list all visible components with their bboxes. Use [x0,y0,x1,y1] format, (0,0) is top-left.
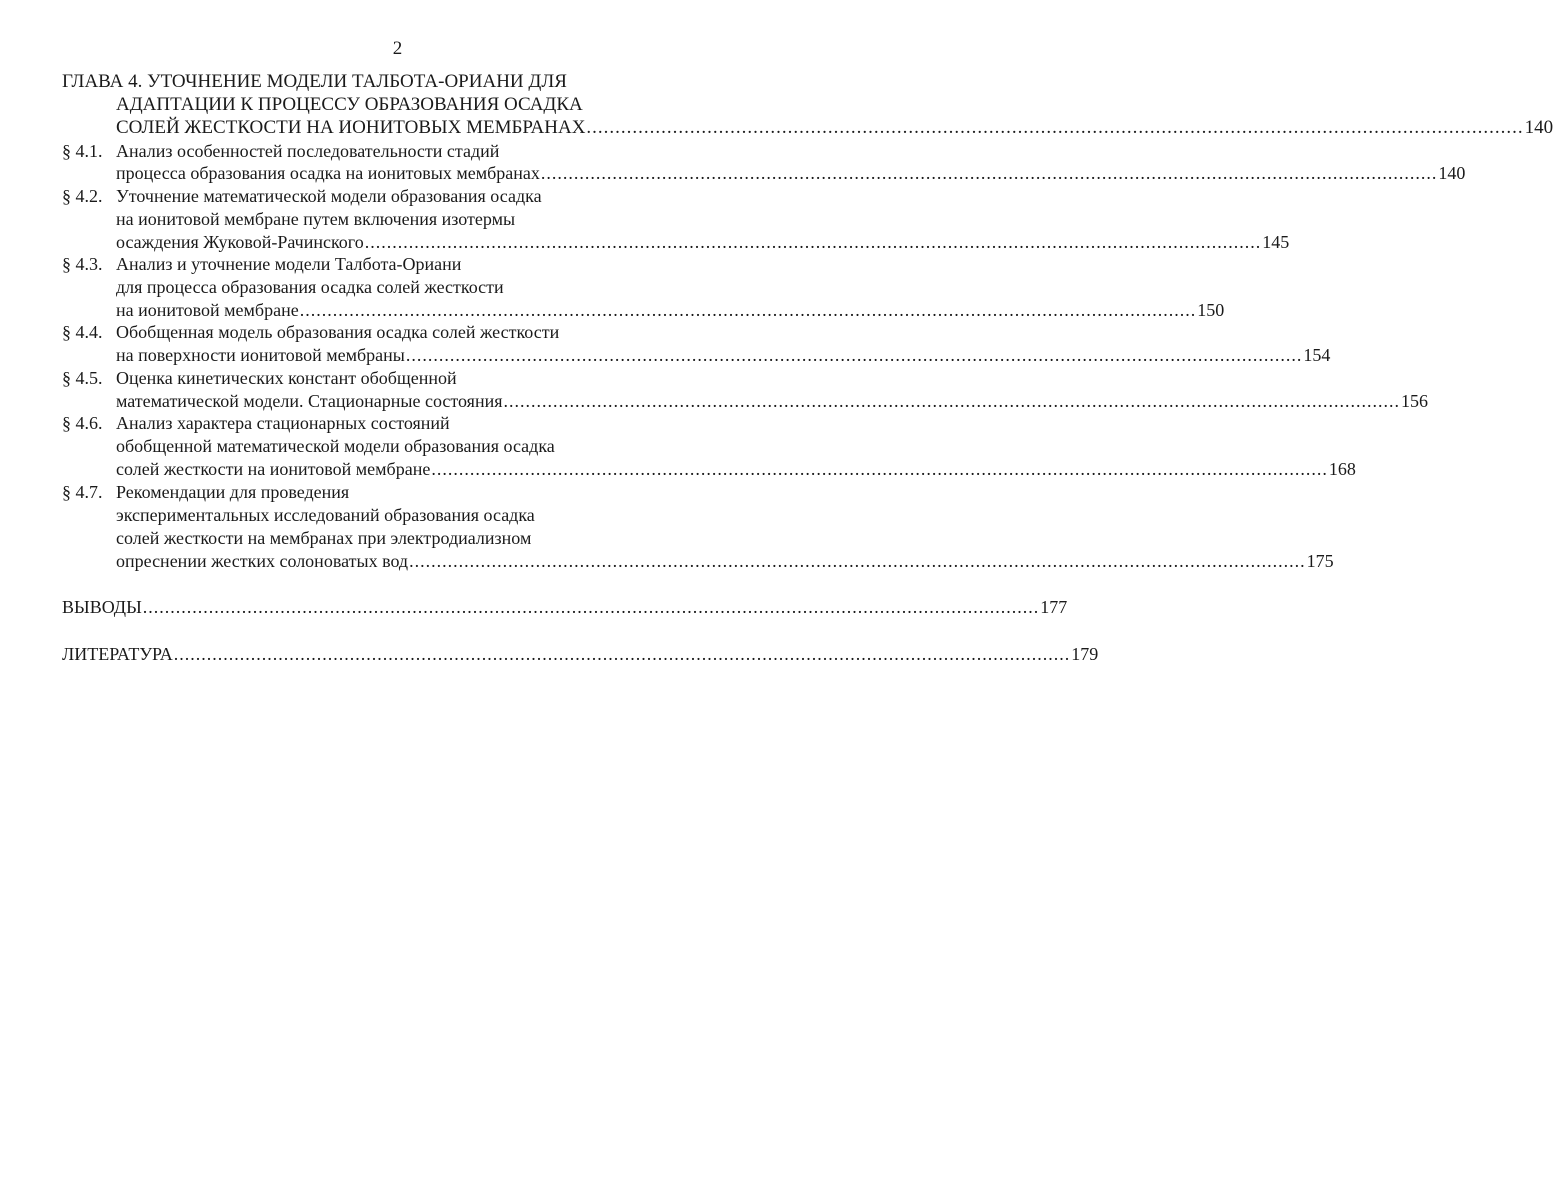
conclusions-label: ВЫВОДЫ [62,597,142,617]
section-title-line: математической модели. Стационарные состояния [116,391,503,411]
leader-dots: ................................................................................................................................................................... [409,551,1306,571]
section-title-line: солей жесткости на мембранах при электродиализном [116,528,532,548]
leader-dots: ................................................................................................................................................................... [431,459,1328,479]
section-page: 150 [1197,300,1225,320]
section-num: § 4.7. [62,482,103,502]
section-last-line [116,344,1331,367]
section-num: § 4.6. [62,413,103,433]
section-title-line: солей жесткости на ионитовой мембране [116,459,431,479]
chapter-title-text: СОЛЕЙ ЖЕСТКОСТИ НА ИОНИТОВЫХ МЕМБРАНАХ [116,117,586,138]
section-title-line: на ионитовой мембране [116,300,299,320]
section-title-line: на ионитовой мембране путем включения изотермы [116,209,516,229]
leader-dots: ................................................................................................................................................................... [142,597,1040,617]
section-title-line: Анализ и уточнение модели Талбота-Ориани [116,254,462,274]
section-num: § 4.5. [62,368,103,388]
section-num: § 4.2. [62,186,103,206]
page-number: 2 [392,38,403,59]
section-page: 175 [1306,551,1334,571]
section-title-line: Рекомендации для проведения [116,482,350,502]
section-title-line: Анализ характера стационарных состояний [116,413,450,433]
section-title-line: Оценка кинетических констант обобщенной [116,368,457,388]
leader-dots: ................................................................................................................................................................... [299,300,1197,320]
leader-dots: ................................................................................................................................................................... [405,345,1303,365]
leader-dots: ................................................................................................................................................................... [586,117,1524,138]
section-last-line [116,458,1356,481]
section-last-line [116,299,1225,322]
section-title-line: Анализ особенностей последовательности стадий [116,141,500,161]
leader-dots: ................................................................................................................................................................... [503,391,1400,411]
section-title-line: опреснении жестких солоноватых вод [116,551,409,571]
section-page: 154 [1303,345,1331,365]
section-title-line: для процесса образования осадка солей жесткости [116,277,504,297]
toc-conclusions [62,596,1068,619]
section-page: 140 [1438,163,1466,183]
section-last-line [116,231,1290,254]
chapter-title-line-3 [116,116,1553,139]
leader-dots: ................................................................................................................................................................... [173,644,1071,664]
section-last-line [116,162,1466,185]
section-title-line: Обобщенная модель образования осадка солей жесткости [116,322,560,342]
leader-dots: ................................................................................................................................................................... [364,232,1262,252]
section-num: § 4.3. [62,254,103,274]
section-page: 168 [1328,459,1356,479]
chapter-page: 140 [1524,117,1553,138]
section-last-line [116,390,1428,413]
leader-dots: ................................................................................................................................................................... [540,163,1438,183]
chapter-title-line-2: АДАПТАЦИИ К ПРОЦЕССУ ОБРАЗОВАНИЯ ОСАДКА [116,94,583,115]
section-page: 156 [1401,391,1428,411]
section-title-line: Уточнение математической модели образования осадка [116,186,542,206]
conclusions-page: 177 [1040,597,1068,617]
section-last-line [116,550,1334,573]
section-title-line: осаждения Жуковой-Рачинского [116,232,364,252]
section-title-line: экспериментальных исследований образования осадка [116,505,535,525]
section-page: 145 [1262,232,1290,252]
chapter-title-line-1: ГЛАВА 4. УТОЧНЕНИЕ МОДЕЛИ ТАЛБОТА-ОРИАНИ ДЛЯ [62,71,567,92]
section-num: § 4.1. [62,141,103,161]
toc-literature [62,643,1099,666]
section-num: § 4.4. [62,322,103,342]
section-title-line: обобщенной математической модели образования осадка [116,436,555,456]
literature-label: ЛИТЕРАТУРА [62,644,173,664]
literature-page: 179 [1071,644,1099,664]
section-title-line: процесса образования осадка на ионитовых мембранах [116,163,540,183]
section-title-line: на поверхности ионитовой мембраны [116,345,405,365]
